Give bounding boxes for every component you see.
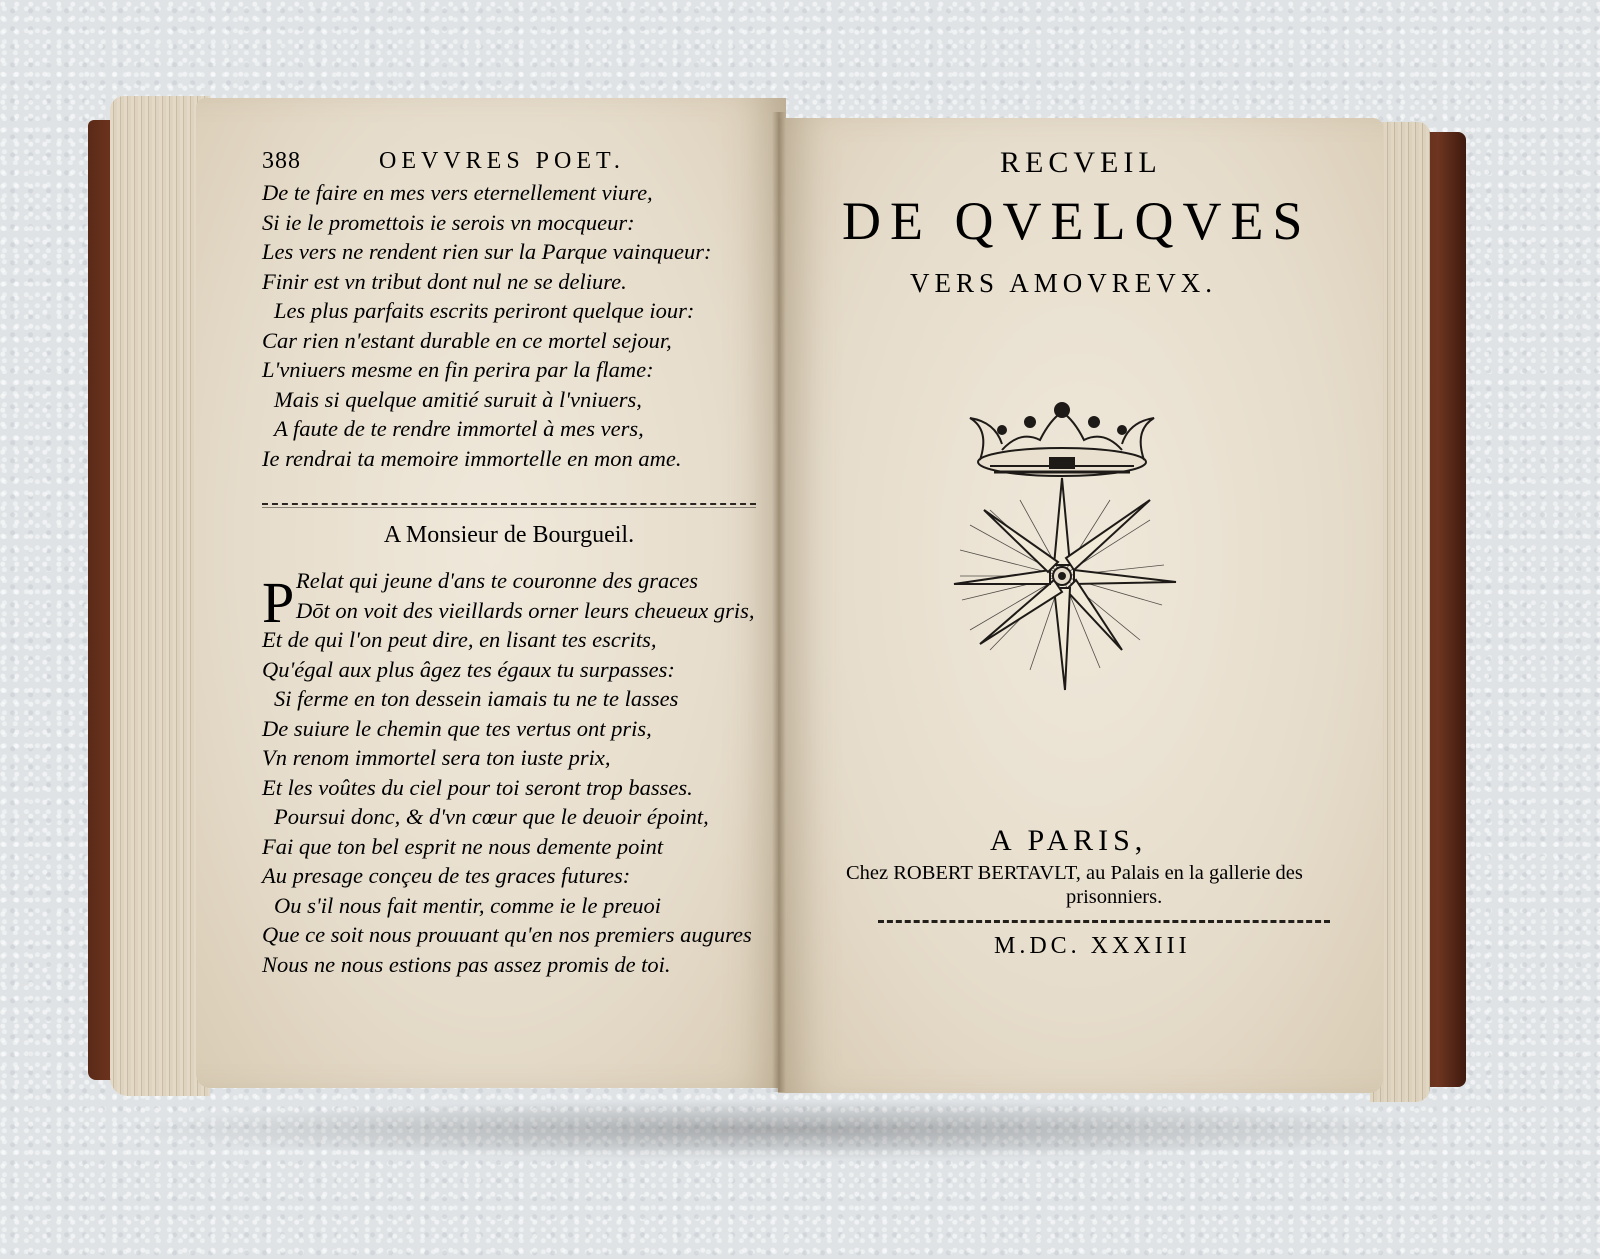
poem-heading: A Monsieur de Bourgueil.: [383, 522, 635, 548]
verse-line: A faute de te rendre immortel à mes vers,: [274, 416, 644, 441]
verse-line: Mais si quelque amitié suruit à l'vniuers,: [274, 386, 642, 412]
verse-line: De te faire en mes vers eternellement viure,: [262, 180, 653, 205]
verse-top: [262, 178, 712, 473]
verse-line: L'vniuers mesme en fin perira par la flame:: [262, 357, 654, 382]
verse-line: Si ie le promettois ie serois vn mocqueur:: [262, 209, 635, 235]
poem-line: Vn renom immortel sera ton iuste prix,: [262, 745, 611, 770]
imprint-divider: [878, 920, 1330, 923]
drop-capital: P: [262, 570, 295, 635]
title-line-3: VERS AMOVREVX.: [910, 268, 1218, 298]
poem-line: Si ferme en ton dessein iamais tu ne te lasses: [274, 686, 679, 711]
crown-and-star-icon: [950, 400, 1180, 700]
title-line-1: RECVEIL: [1000, 146, 1162, 179]
running-title: OEVVRES POET.: [379, 148, 625, 174]
book-gutter: [772, 112, 786, 1092]
page-number: 388: [262, 148, 301, 174]
poem-line: Au presage conçeu de tes graces futures:: [262, 863, 631, 888]
poem-line: Dōt on voit des vieillards orner leurs cheueux gris,: [296, 597, 755, 623]
poem-line: Et de qui l'on peut dire, en lisant tes escrits,: [262, 627, 657, 652]
running-head: [262, 148, 732, 175]
verse-line: Car rien n'estant durable en ce mortel sejour,: [262, 327, 672, 353]
poem-line: Poursui donc, & d'vn cœur que le deuoir époint,: [274, 804, 709, 829]
poem-line: Qu'égal aux plus âgez tes égaux tu surpasses:: [262, 656, 675, 682]
poem-line: Fai que ton bel esprit ne nous demente point: [262, 833, 664, 859]
verse-line: Les vers ne rendent rien sur la Parque vainqueur:: [262, 239, 712, 264]
poem-body: [262, 566, 754, 979]
poem-line: Que ce soit nous prouuant qu'en nos premiers augures: [262, 922, 752, 947]
page-block-left: [110, 96, 210, 1096]
verse-line: Finir est vn tribut dont nul ne se deliure.: [262, 268, 627, 294]
book-shadow: [110, 1100, 1470, 1160]
poem-line: Relat qui jeune d'ans te couronne des graces: [296, 568, 699, 593]
verse-line: Ie rendrai ta memoire immortelle en mon ame.: [262, 445, 682, 471]
poem-line: Nous ne nous estions pas assez promis de toi.: [262, 951, 671, 977]
verse-line: Les plus parfaits escrits periront quelque iour:: [274, 298, 695, 323]
poem-line: Ou s'il nous fait mentir, comme ie le preuoi: [274, 892, 662, 918]
section-divider: [262, 503, 756, 505]
imprint-publisher-continued: prisonniers.: [1066, 886, 1163, 908]
publication-date: M.DC. XXXIII: [994, 933, 1191, 959]
imprint-city: A PARIS,: [990, 824, 1148, 857]
poem-line: Et les voûtes du ciel pour toi seront trop basses.: [262, 774, 693, 800]
title-line-2: DE QVELQVES: [842, 191, 1312, 251]
imprint-publisher: Chez ROBERT BERTAVLT, au Palais en la gallerie des: [846, 862, 1303, 884]
poem-line: De suiure le chemin que tes vertus ont pris,: [262, 715, 652, 741]
